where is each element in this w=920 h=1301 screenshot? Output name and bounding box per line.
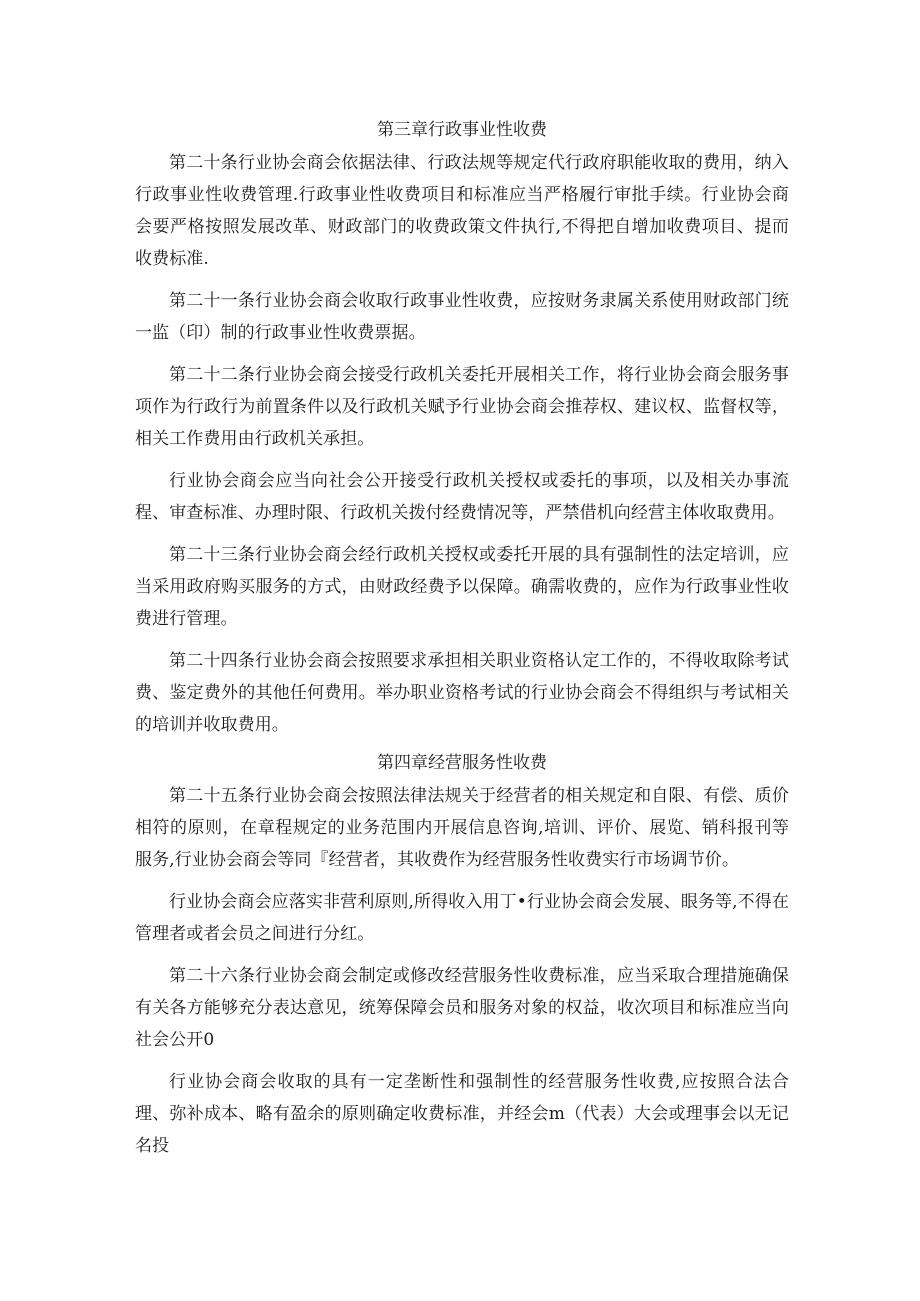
article-21: 第二十一条行业协会商会收取行政事业性收费，应按财务隶属关系使用财政部门统一监（印）制的行政事业性收费票据。 [135, 291, 789, 343]
article-26: 第二十六条行业协会商会制定或修改经营服务性收费标准，应当采取合理措施确保有关各方能够充分表达意见，统筹保障会员和服务对象的权益，收次项目和标准应当向社会公开0 [135, 966, 789, 1050]
article-25: 第二十五条行业协会商会按照法律法规关于经营者的相关规定和自限、有偿、质价相符的原则，在章程规定的业务范围内开展信息咨询,培训、评价、展览、销科报刊等服务,行业协会商会等同『经营者，其收费作为经营服务性收费实行市场调节价。 [135, 786, 789, 870]
article-24: 第二十四条行业协会商会按照要求承担相关职业资格认定工作的，不得收取除考试费、鉴定费外的其他任何费用。举办职业资格考试的行业协会商会不得组织与考试相关的培训并收取费用。 [135, 651, 789, 735]
article-25-clause: 行业协会商会应落实非营利原则,所得收入用丁•行业协会商会发展、眼务等,不得在管理者或者会员之间进行分红。 [135, 892, 789, 944]
document-body [135, 114, 789, 1172]
chapter-4-title: 第四章经营服务性收费 [377, 753, 547, 773]
article-26-clause: 行业协会商会收取的具有一定垄断性和强制性的经营服务性收费,应按照合法合理、弥补成本、略有盈余的原则确定收费标准，并经会m（代表）大会或理事会以无记名投 [135, 1072, 789, 1156]
article-20: 第二十条行业协会商会依据法律、行政法规等规定代行政府职能收取的费用，纳入行政事业性收费管理.行政事业性收费项目和标准应当严格履行审批手续。行业协会商会要严格按照发展改革、财政部门的收费政策文件执行,不得把自增加收费项目、提而收费标准. [135, 153, 789, 269]
article-22: 第二十二条行业协会商会接受行政机关委托开展相关工作，将行业协会商会服务事项作为行政行为前置条件以及行政机关赋予行业协会商会推荐权、建议权、监督权等，相关工作费用由行政机关承担。 [135, 365, 789, 449]
article-22-clause: 行业协会商会应当向社会公开接受行政机关授权或委托的事项，以及相关办事流程、审查标准、办理时限、行政机关拨付经费情况等，严禁借机向经营主体收取费用。 [135, 471, 789, 523]
article-23: 第二十三条行业协会商会经行政机关授权或委托开展的具有强制性的法定培训，应当采用政府购买服务的方式，由财政经费予以保障。确需收费的，应作为行政事业性收费进行管理。 [135, 545, 789, 629]
chapter-3-title: 第三章行政事业性收费 [377, 120, 547, 140]
